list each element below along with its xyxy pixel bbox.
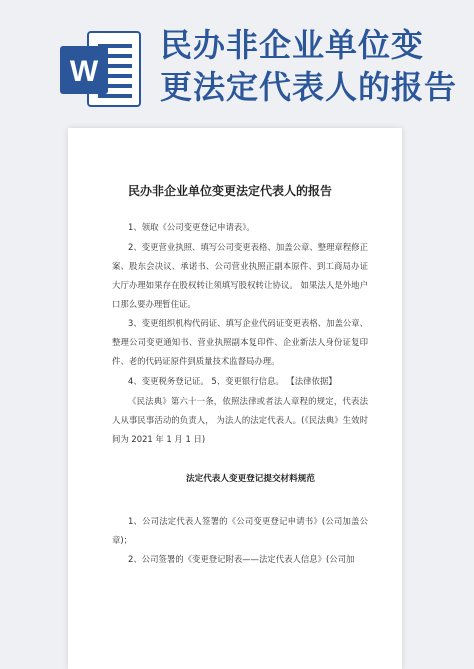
paragraph-2: 2、变更营业执照、填写公司变更表格、加盖公章、整理章程修正案、股东会决议、承诺书、公司营业执照正副本原件、到工商局办证大厅办理如果存在股权转让须填写股权转让协议。 如果法人是外地户口那么要办理暂住证。 [112, 242, 368, 309]
section-paragraph-2: 2、公司签署的《变更登记附表——法定代表人信息》(公司加 [128, 554, 355, 564]
title-line-1: 民办非企业单位变 [160, 26, 425, 64]
paragraph-5: 《民法典》第六十一条，依照法律或者法人章程的规定，代表法人从事民事活动的负责人， 为法人的法定代表人。(《民法典》生效时间为 2021 年 1 月 1 日) [112, 396, 368, 444]
paragraph-3: 3、变更组织机构代码证、填写企业代码证变更表格、加盖公章、整理公司变更通知书、营业执照副本复印件、企业新法人身份证复印件、老的代码证原件到质量技术监督局办理。 [112, 318, 368, 366]
section-paragraph-1: 1、公司法定代表人签署的《公司变更登记申请书》(公司加盖公章)； [112, 516, 368, 545]
section-title: 法定代表人变更登记提交材料规范 [186, 474, 315, 484]
document-page [68, 128, 402, 669]
header-banner [0, 0, 474, 118]
title-line-2: 更法定代表人的报告 [160, 68, 458, 106]
document-title: 民办非企业单位变更法定代表人的报告 [128, 184, 333, 198]
paragraph-4: 4、变更税务登记证。 5、变更银行信息。 【法律依据】 [128, 376, 337, 386]
word-logo-letter: W [69, 55, 99, 88]
page-title [160, 24, 465, 108]
paragraph-1: 1、领取《公司变更登记申请表》。 [128, 222, 255, 232]
word-icon [58, 30, 142, 108]
